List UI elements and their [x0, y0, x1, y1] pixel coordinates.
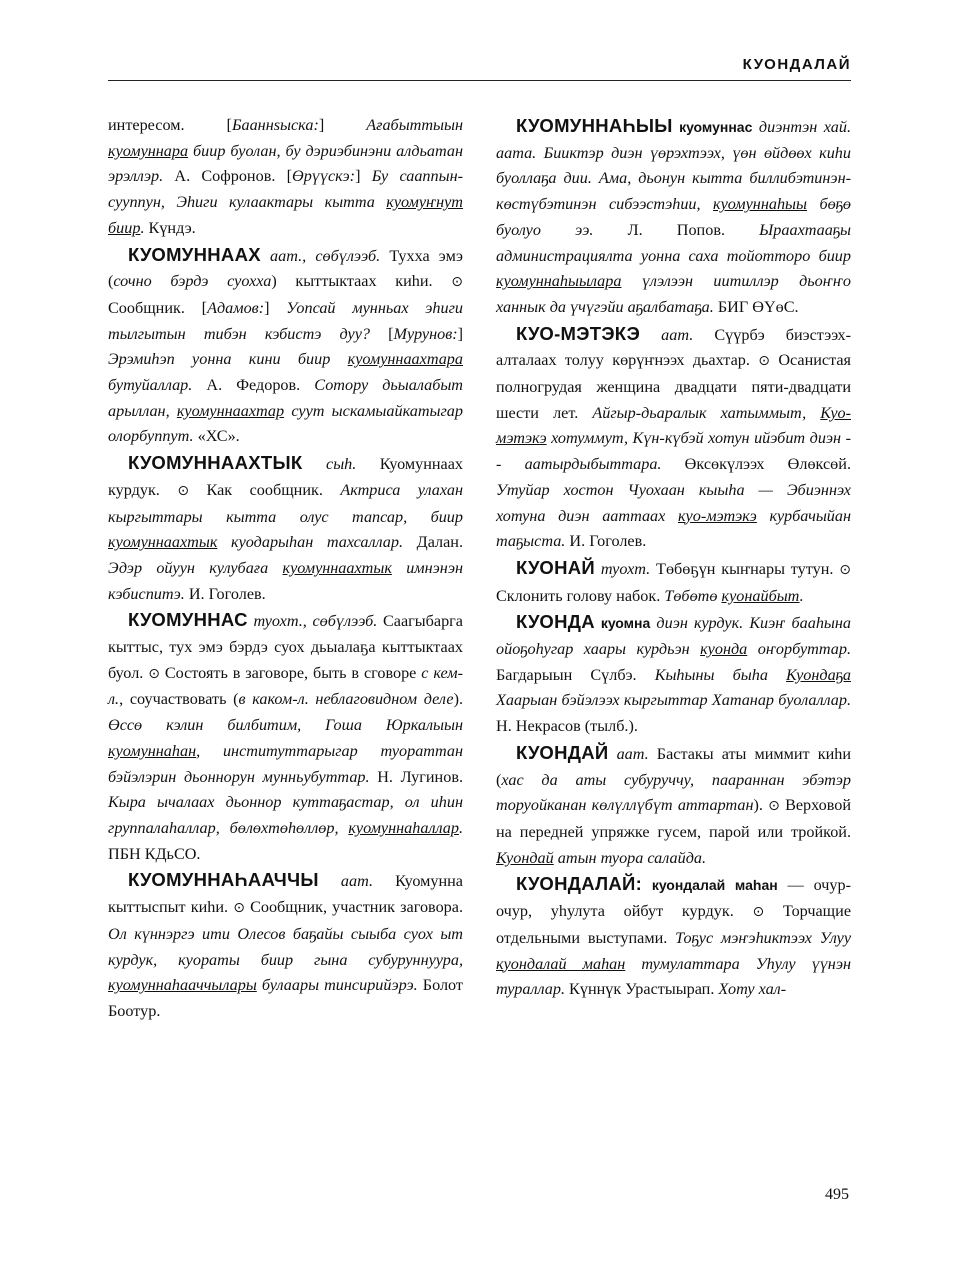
entry-kuomunnahaachchy [108, 867, 463, 1024]
text: ] [318, 116, 367, 134]
example: Бииктэр диэн үөрэхтээх, үөн өйдөөх киһи буоллаҕа дии. Ама, дьонун кытта биллибэтинэн-көстүбэтинэн сибээстэһии, [496, 143, 851, 214]
source-author: И. Гоголев. [184, 584, 266, 603]
example-keyword: куомуннаахтык [108, 533, 218, 552]
example: бөҕө буолуо ээ. [496, 195, 851, 239]
page-number: 495 [825, 1186, 849, 1203]
example: Утуйар хостон Чуохаан кыыһа — Эбиэннэх хотуна диэн ааттаах [496, 480, 851, 525]
entry-kuomunnaakhtyk [108, 450, 463, 607]
example: . [458, 818, 463, 837]
translation-marker-icon: ⊙ [752, 904, 765, 921]
entry-kuonai [496, 555, 851, 609]
example: курбачыйан таҕыста. [496, 506, 852, 551]
example: Кыра ычалаах дьоннор куттаҕастар, ол иһин группалаһаллар, бөлөхтөһөллөр, [108, 793, 463, 837]
example-keyword: куонда [700, 640, 748, 659]
headword: КУОНДАЙ [516, 741, 609, 763]
example-keyword: куомуннаһыы [713, 195, 807, 214]
headword: КУОМУННААХ [128, 243, 261, 265]
example: Бу сааппын-сууппун, Эһиги кулаактары кытта [108, 167, 464, 212]
source-author: Болот Боотур. [108, 976, 463, 1020]
headword: КУОМУННАҺААЧЧЫ [128, 869, 319, 891]
example: Сотору дьыалабыт арыллан, [108, 376, 463, 420]
source-author: Л. Попов. [593, 220, 760, 239]
example: Хаарыан бэйэлээх кыргыттар Хатанар буолаллар. [496, 691, 851, 710]
translation-marker-icon: ⊙ [768, 798, 780, 815]
source-author: Далан. [403, 533, 463, 552]
example: Тоҕус мэҥэһиктээх Улуу [675, 928, 852, 947]
russian-translation: Торчащие отдельными выступами. [496, 902, 851, 947]
headword: КУОНДАЛАЙ: [516, 873, 643, 895]
entry-kuomunnaakh [108, 242, 463, 451]
example-keyword: куондалай маһан [496, 954, 626, 973]
translation-marker-icon: ⊙ [148, 665, 160, 682]
example: Ыраахтааҕы администрациялта уонна саха тойотторо биир [496, 220, 851, 265]
definition: Тухха эмэ ( [108, 246, 463, 291]
headword: КУОНАЙ [516, 556, 596, 578]
definition-note: сочно бэрдэ суохха [113, 272, 272, 291]
source-author: Багдарыын Сүлбэ. [496, 665, 655, 684]
example: Киэҥ бааһына ойоҕоһугар хаары курдьэн [496, 614, 851, 659]
russian-translation: Осанистая полногрудая женщина двадцати пяти-двадцати шести лет. [496, 351, 851, 422]
entry-kuomunnahyy [496, 113, 851, 321]
source-author: И. Гоголев. [565, 532, 647, 551]
example-keyword: куомуннара [108, 141, 189, 160]
example: имнэнэн кэбиспитэ. [108, 558, 464, 603]
grammar-label: аат. [318, 872, 374, 891]
definition: Сүүрбэ биэстээх-алталаах толуу көрүҥнээх дьахтар. [496, 325, 851, 370]
entry-kuo-meteke [496, 321, 851, 555]
source-author: ПБН КДьСО. [108, 844, 201, 863]
example: суут ыскамыайкатыгар олорбуппут. [108, 401, 463, 446]
example-keyword: куомуннаһан [108, 741, 197, 760]
text: ] [355, 167, 372, 186]
entry-kuonda [496, 609, 851, 740]
example: Төбөтө [664, 586, 722, 605]
definition-note: хас да аты субуруччу, паараннан эбэтэр торуойканан көлүллүбүт аттартан [496, 770, 851, 815]
russian-translation: Сообщник, участник заговора. [244, 898, 463, 917]
example: үлэлээн иитиллэр дьоҥҥо ханнык да үчүгэйи аҕалбатаҕа. [496, 272, 851, 316]
text: [ [370, 324, 394, 343]
example: Ағабыттыын [366, 116, 463, 134]
definition: Бастакы аты миммит киһи ( [496, 744, 851, 789]
definition: ). [753, 796, 769, 815]
grammar-label: туохт. [595, 559, 651, 578]
example: атын туора салайда. [553, 848, 707, 867]
dash: — [777, 876, 804, 895]
definition: Куомуннаах курдук. [108, 455, 463, 499]
russian-translation: ). [453, 690, 463, 709]
example-keyword: куомуннаһаллар [348, 818, 459, 837]
example-keyword: биир [108, 218, 141, 237]
example-keyword: куомуннаһааччылары [108, 976, 257, 995]
definition: Төбөҕүн кыҥнары тутун. [650, 559, 840, 578]
example: биир буолан, бу дэриэбинэни алдьатан эрэллэр. [108, 141, 463, 186]
example: хотуммут, Күн-күбэй хотун ийэбит диэн -- аатырдыбыттара. [496, 429, 851, 474]
example-keyword: куо-мэтэкэ [677, 506, 757, 525]
grammar-label: аат. [608, 744, 649, 763]
example: . [799, 586, 804, 605]
running-head: КУОНДАЛАЙ [108, 54, 851, 81]
source-author: Н. Лугинов. [369, 767, 464, 786]
speaker: Бааннsыска: [231, 116, 319, 134]
source-author: Күндэ. [144, 218, 196, 237]
source-author: Күннүк Урастыырап. [565, 980, 719, 999]
source-author: А. Федоров. [192, 376, 315, 395]
right-column [496, 113, 851, 1003]
example-keyword: Куондай [496, 848, 554, 867]
grammar-label: диэн курдук. [650, 614, 744, 633]
russian-translation: Склонить голову набок. [496, 586, 665, 605]
russian-note: с кем-л. [108, 663, 463, 709]
example-keyword: куомуҥнут [386, 193, 463, 212]
russian-translation: Верховой на передней упряжке гусем, парой или тройкой. [496, 796, 851, 841]
example: Актриса улахан кыргыттары кытта олус тапсар, биир [108, 480, 463, 526]
definition: очур-очур, уһулута ойбут курдук. [496, 876, 851, 921]
definition: ) кыттыктаах киһи. [271, 272, 452, 291]
example: Эдэр ойуун кулубаға [108, 558, 283, 577]
example: Хоту хал- [718, 980, 787, 999]
russian-note: в каком-л. неблаговидном деле [238, 690, 454, 709]
example: бутуйаллар. [108, 376, 193, 395]
text: ] [264, 298, 287, 317]
headword-reference: куомуннас [672, 119, 753, 135]
entry-kuondai [496, 740, 851, 872]
source-author: Өксөкүлээх Өлөксөй. [661, 455, 851, 474]
example-keyword: куомуннаахтар [176, 401, 285, 420]
example-keyword: куомуннаахтык [282, 558, 392, 577]
headword: КУОМУННАС [128, 609, 248, 631]
example: , институттарыгар туораттан бэйэлэрин дьоннорун мунньубуттар. [108, 741, 463, 786]
entry-kuondalai [496, 871, 851, 1003]
definition: Куомунна кыттыспыт киһи. [108, 872, 463, 917]
example-keyword: куомуннаахтара [347, 350, 463, 369]
speaker: Өрүүскэ: [292, 167, 356, 186]
headword: КУО-МЭТЭКЭ [516, 322, 641, 344]
source-author: Н. Некрасов (тылб.). [496, 717, 638, 736]
left-column [108, 113, 463, 1025]
example: . [140, 218, 145, 237]
source-author: «ХС». [193, 427, 240, 446]
example-keyword: куомуннаһыылара [496, 272, 622, 291]
headword: КУОМУННАҺЫЫ [516, 115, 673, 136]
speaker: Адамов: [207, 298, 265, 317]
grammar-label: сыһ. [302, 455, 357, 474]
example: Кыһыны быһа [654, 665, 787, 684]
headword: КУОНДА [516, 611, 595, 633]
example: Уопсай мунньах эһиги тылгытын тибэн кэбистэ дуу? [108, 298, 463, 343]
example: Айгыр-дьаралык хатыммыт, [592, 403, 821, 422]
grammar-label: аат., сөбүлээб. [260, 246, 381, 265]
definition: Саагыбарга кыттыс, тух эмэ бэрдэ суох дьыалаҕа кыттыктаах буол. [108, 612, 463, 682]
example: Эрэмиһэп уонна кини биир [108, 350, 348, 369]
example: оҥорбуттар. [747, 640, 851, 659]
entry-continuation [108, 113, 463, 242]
example: Өссө кэлин билбитим, Гоша Юркалыын [108, 716, 463, 735]
translation-marker-icon: ⊙ [177, 482, 190, 499]
example-keyword: куонайбыт [721, 586, 800, 605]
translation-marker-icon: ⊙ [839, 561, 851, 578]
translation-marker-icon: ⊙ [233, 900, 245, 917]
example: булаары тинсирийэрэ. [256, 976, 418, 995]
headword: КУОМУННААХТЫК [128, 452, 303, 474]
text: ] [457, 324, 463, 343]
grammar-label: аат. [640, 325, 694, 344]
source-author: БИГ ӨҮөС. [713, 297, 799, 316]
entry-kuomunnas [108, 607, 463, 867]
grammar-label: туохт., сөбүлээб. [247, 612, 378, 631]
example: куодарыһан тахсаллар. [217, 533, 404, 552]
translation-marker-icon: ⊙ [758, 353, 770, 370]
headword-reference: куондалай маһан [642, 877, 778, 894]
russian-translation: Состоять в заговоре, быть в сговоре [159, 663, 422, 682]
headword-reference: куомна [594, 615, 651, 632]
grammar-label: диэнтэн хай. аата. [496, 118, 851, 162]
translation-marker-icon: ⊙ [451, 274, 463, 291]
russian-translation: Сообщник. [ [108, 298, 208, 317]
source-author: А. Софронов. [ [163, 167, 293, 186]
example-keyword: Куо-мэтэкэ [496, 403, 851, 448]
example: Ол күннэргэ ити Олесов баҕайы сыыба суох ыт курдук, куораты биир гына субуруннуура, [108, 924, 463, 969]
speaker: Мурунов: [393, 324, 458, 343]
example-keyword: Куондаҕа [786, 665, 851, 684]
text: интересом. [ [108, 116, 232, 134]
russian-translation: Как сообщник. [189, 480, 341, 499]
example: тумулаттара Уһулу үүнэн тураллар. [496, 954, 851, 999]
russian-translation: , соучаствовать ( [119, 690, 239, 709]
